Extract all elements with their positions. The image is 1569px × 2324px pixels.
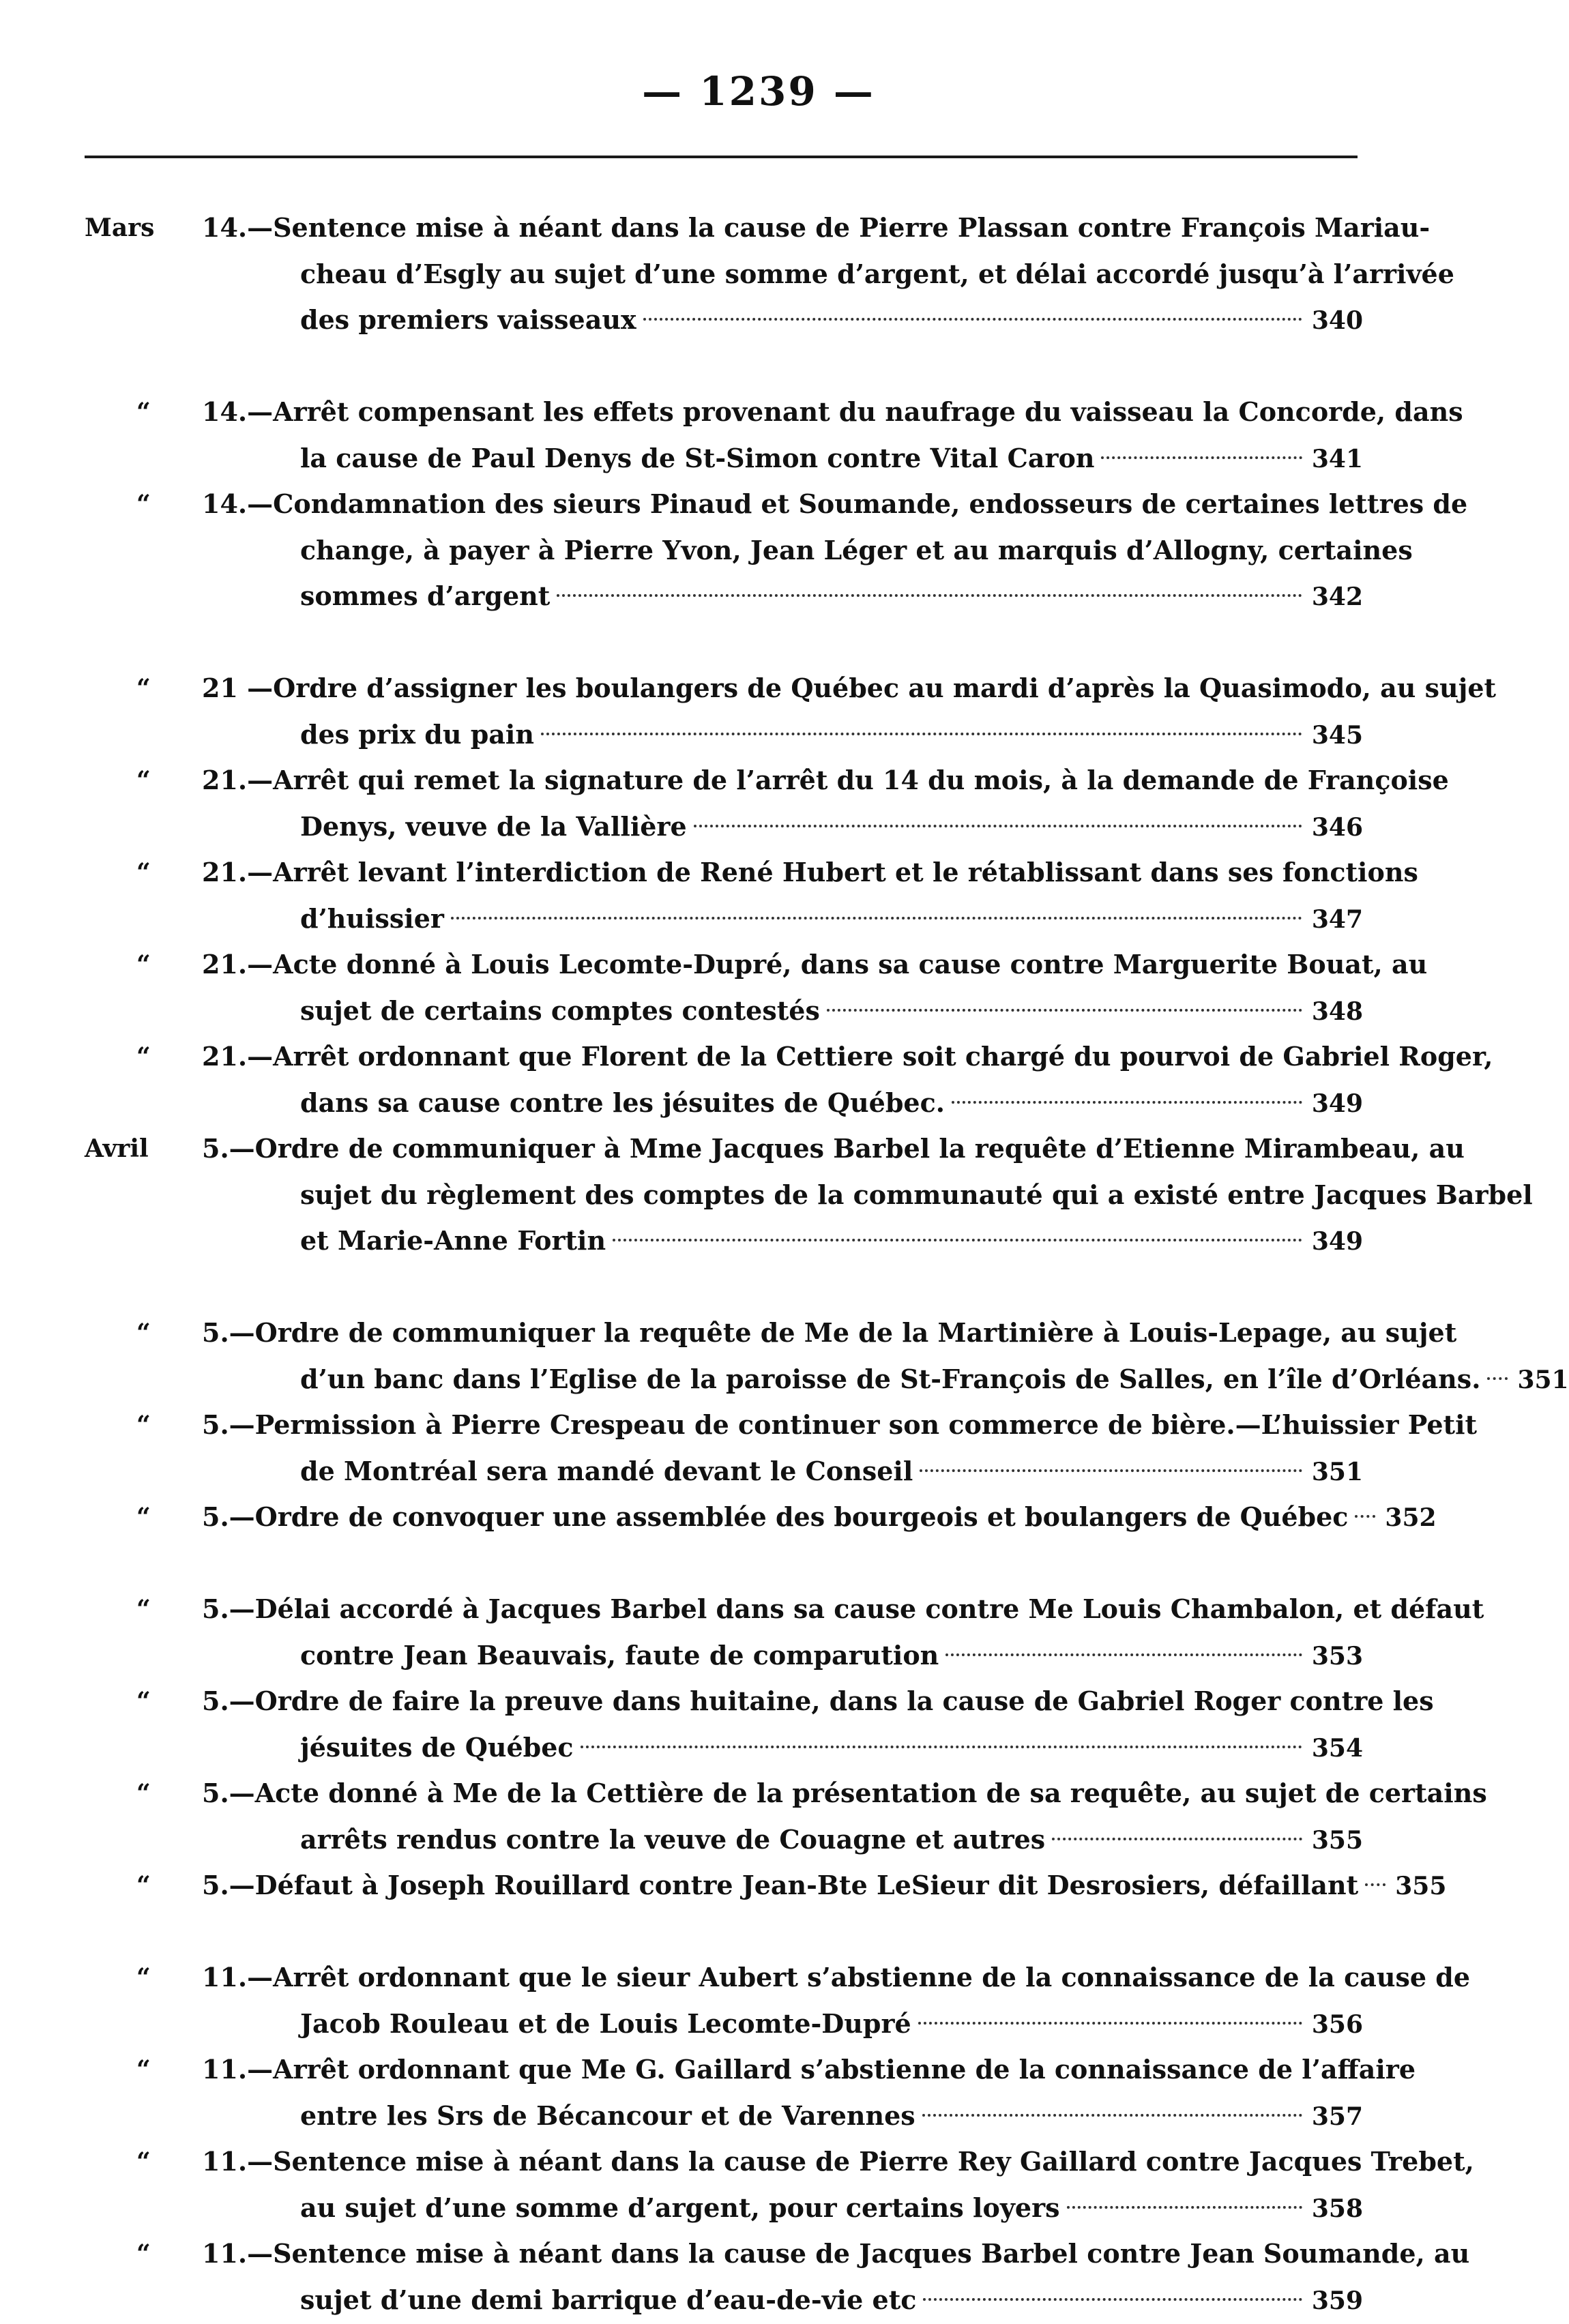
entry-text-line: 14.—Sentence mise à néant dans la cause de Pierre Plassan contre François Mariau- [202, 212, 1431, 243]
entry-text-line: 5.—Acte donné à Me de la Cettière de la présentation de sa requête, au sujet de certains [202, 1778, 1487, 1808]
dot-leader [581, 1746, 1302, 1748]
ditto-mark: “ [136, 950, 151, 979]
dot-leader [694, 825, 1302, 827]
entry-text-line: 5.—Ordre de faire la preuve dans huitaine, dans la cause de Gabriel Roger contre les [202, 1686, 1434, 1716]
page-reference: 349 [1311, 1089, 1363, 1118]
entry-last-line [300, 435, 1363, 482]
entry-text-line: au sujet d’une somme d’argent, pour certains loyers [300, 2192, 1060, 2223]
page-reference: 351 [1517, 1366, 1569, 1394]
index-entry [0, 1678, 1517, 1770]
entry-last-line [300, 2093, 1363, 2139]
ditto-mark: “ [136, 1042, 151, 1071]
entry-text-line: sujet d’une demi barrique d’eau-de-vie etc [300, 2284, 917, 2315]
entry-text-line: Denys, veuve de la Vallière [300, 811, 687, 842]
page-reference: 347 [1311, 905, 1363, 934]
index-entry [0, 205, 1517, 389]
entry-text-line: 11.—Arrêt ordonnant que Me G. Gaillard s’abstienne de la connaissance de l’affaire [202, 2054, 1416, 2085]
dot-leader [922, 2114, 1302, 2117]
page-reference: 341 [1311, 445, 1363, 473]
entry-last-line [300, 2277, 1363, 2323]
ditto-mark: “ [136, 1779, 151, 1808]
entry-text-line: arrêts rendus contre la veuve de Couagne et autres [300, 1824, 1046, 1855]
ditto-mark: “ [136, 858, 151, 887]
entry-text-line: 5.—Défaut à Joseph Rouillard contre Jean-Bte LeSieur dit Desrosiers, défaillant [202, 1870, 1359, 1900]
entry-last-line [300, 1816, 1363, 1863]
dot-leader [1355, 1515, 1375, 1518]
page-reference: 349 [1311, 1227, 1363, 1256]
dot-leader [1101, 456, 1302, 459]
entry-last-line [300, 988, 1363, 1034]
entry-last-line [300, 573, 1363, 619]
page-reference: 356 [1311, 2010, 1363, 2039]
month-label: Mars [85, 214, 155, 242]
dot-leader [1365, 1883, 1385, 1886]
entry-last-line [300, 804, 1363, 850]
ditto-mark: “ [136, 1687, 151, 1716]
entry-last-line [300, 2185, 1363, 2231]
entry-last-line [300, 711, 1363, 758]
page-reference: 351 [1311, 1458, 1363, 1486]
entry-text-line: 11.—Sentence mise à néant dans la cause de Pierre Rey Gaillard contre Jacques Trebet, [202, 2146, 1474, 2177]
entry-text-line: 5.—Ordre de communiquer la requête de Me de la Martinière à Louis-Lepage, au sujet [202, 1317, 1457, 1348]
dot-leader [827, 1009, 1302, 1012]
ditto-mark: “ [136, 2147, 151, 2176]
ditto-mark: “ [136, 2239, 151, 2268]
ditto-mark: “ [136, 766, 151, 795]
page-reference: 358 [1311, 2194, 1363, 2223]
index-entry [0, 1494, 1517, 1586]
index-entry [0, 389, 1517, 481]
index-entry [0, 1954, 1517, 2046]
dot-leader [613, 1239, 1302, 1241]
page-reference: 348 [1311, 997, 1363, 1026]
entry-text-line: 5.—Ordre de convoquer une assemblée des bourgeois et boulangers de Québec [202, 1501, 1349, 1532]
entry-text-line: Jacob Rouleau et de Louis Lecomte-Dupré [300, 2008, 911, 2039]
entry-text-line: 21.—Arrêt qui remet la signature de l’arrêt du 14 du mois, à la demande de Françoise [202, 765, 1449, 795]
index-entry [0, 2046, 1517, 2138]
dot-leader [451, 917, 1302, 920]
page-reference: 354 [1311, 1734, 1363, 1763]
entry-text-line: 21.—Arrêt ordonnant que Florent de la Cettiere soit chargé du pourvoi de Gabriel Roger, [202, 1041, 1493, 1072]
dot-leader [643, 318, 1302, 321]
entry-text-line: sujet du règlement des comptes de la communauté qui a existé entre Jacques Barbel [300, 1179, 1533, 1210]
index-entry [0, 1586, 1517, 1678]
entry-last-line [300, 1356, 1569, 1402]
entry-text-line: 5.—Délai accordé à Jacques Barbel dans sa cause contre Me Louis Chambalon, et défaut [202, 1593, 1484, 1624]
index-entry [0, 941, 1517, 1033]
entry-text-line: sommes d’argent [300, 580, 551, 611]
entry-text-line: des prix du pain [300, 719, 534, 750]
dot-leader [541, 733, 1302, 735]
page-reference: 359 [1311, 2286, 1363, 2315]
index-entry [0, 1862, 1517, 1954]
entry-text-line: dans sa cause contre les jésuites de Québec. [300, 1087, 945, 1118]
entry-text-line: de Montréal sera mandé devant le Conseil [300, 1456, 913, 1486]
ditto-mark: “ [136, 490, 151, 518]
entry-text-line: 5.—Ordre de communiquer à Mme Jacques Barbel la requête d’Etienne Mirambeau, au [202, 1133, 1465, 1164]
page-reference: 346 [1311, 813, 1363, 842]
entry-text-line: entre les Srs de Bécancour et de Varennes [300, 2100, 915, 2131]
dot-leader [923, 2298, 1302, 2301]
index-entry [0, 481, 1517, 665]
entry-last-line [300, 1218, 1363, 1264]
page-reference: 353 [1311, 1642, 1363, 1671]
index-entry [0, 757, 1517, 849]
dot-leader [952, 1101, 1302, 1104]
entry-text-line: 21.—Acte donné à Louis Lecomte-Dupré, dans sa cause contre Marguerite Bouat, au [202, 949, 1428, 980]
dot-leader [945, 1653, 1302, 1656]
page-reference: 357 [1311, 2102, 1363, 2131]
page-reference: 342 [1311, 583, 1363, 611]
index-entry [0, 1770, 1517, 1862]
index-entry [0, 1402, 1517, 1494]
ditto-mark: “ [136, 1319, 151, 1347]
entry-last-line [300, 2001, 1363, 2047]
dot-leader [557, 594, 1302, 597]
entry-text-line: 11.—Arrêt ordonnant que le sieur Aubert s’abstienne de la connaissance de la cause de [202, 1962, 1471, 1992]
entry-text-line: 14.—Arrêt compensant les effets provenant du naufrage du vaisseau la Concorde, dans [202, 396, 1463, 427]
index-entries [0, 205, 1569, 2323]
index-entry [0, 2138, 1517, 2231]
index-entry [0, 849, 1517, 941]
entry-text-line: 11.—Sentence mise à néant dans la cause de Jacques Barbel contre Jean Soumande, au [202, 2238, 1470, 2269]
index-entry [0, 665, 1517, 757]
ditto-mark: “ [136, 398, 151, 426]
entry-text-line: sujet de certains comptes contestés [300, 995, 820, 1026]
entry-last-line [202, 1862, 1447, 1909]
entry-last-line [300, 1448, 1363, 1495]
entry-last-line [300, 896, 1363, 942]
page-reference: 340 [1311, 306, 1363, 335]
month-label: Avril [85, 1134, 149, 1163]
entry-last-line [202, 1494, 1437, 1540]
ditto-mark: “ [136, 1963, 151, 1992]
entry-text-line: et Marie-Anne Fortin [300, 1225, 606, 1256]
dot-leader [918, 2022, 1302, 2025]
ditto-mark: “ [136, 1595, 151, 1623]
page-reference: 355 [1311, 1826, 1363, 1855]
dot-leader [1052, 1838, 1302, 1840]
ditto-mark: “ [136, 1871, 151, 1900]
ditto-mark: “ [136, 1503, 151, 1531]
entry-text-line: d’huissier [300, 903, 444, 934]
ditto-mark: “ [136, 2055, 151, 2084]
index-entry [0, 1310, 1569, 1402]
entry-text-line: des premiers vaisseaux [300, 304, 636, 335]
entry-text-line: jésuites de Québec [300, 1732, 574, 1763]
index-entry [0, 1033, 1517, 1126]
dot-leader [920, 1469, 1302, 1472]
entry-text-line: d’un banc dans l’Eglise de la paroisse de St-François de Salles, en l’île d’Orléans. [300, 1364, 1481, 1394]
index-entry [0, 2231, 1517, 2323]
entry-text-line: la cause de Paul Denys de St-Simon contre Vital Caron [300, 443, 1095, 473]
header-rule [85, 156, 1358, 158]
ditto-mark: “ [136, 674, 151, 703]
entry-last-line [300, 1632, 1363, 1679]
page-number: — 1239 — [642, 68, 875, 115]
page-reference: 345 [1311, 721, 1363, 750]
dot-leader [1487, 1377, 1508, 1380]
entry-last-line [300, 1080, 1363, 1126]
index-entry [0, 1126, 1533, 1310]
entry-text-line: 5.—Permission à Pierre Crespeau de continuer son commerce de bière.—L’huissier Petit [202, 1409, 1478, 1440]
entry-text-line: 21.—Arrêt levant l’interdiction de René Hubert et le rétablissant dans ses fonctions [202, 857, 1418, 887]
page-reference: 352 [1385, 1503, 1437, 1532]
ditto-mark: “ [136, 1411, 151, 1439]
entry-last-line [300, 297, 1363, 343]
entry-text-line: 14.—Condamnation des sieurs Pinaud et Soumande, endosseurs de certaines lettres de [202, 488, 1468, 519]
entry-last-line [300, 1724, 1363, 1771]
entry-text-line: change, à payer à Pierre Yvon, Jean Léger et au marquis d’Allogny, certaines [300, 535, 1413, 565]
entry-text-line: cheau d’Esgly au sujet d’une somme d’argent, et délai accordé jusqu’à l’arrivée [300, 259, 1454, 289]
entry-text-line: contre Jean Beauvais, faute de comparution [300, 1640, 939, 1671]
dot-leader [1067, 2206, 1302, 2209]
entry-text-line: 21 —Ordre d’assigner les boulangers de Québec au mardi d’après la Quasimodo, au sujet [202, 673, 1497, 703]
page-reference: 355 [1395, 1872, 1447, 1900]
